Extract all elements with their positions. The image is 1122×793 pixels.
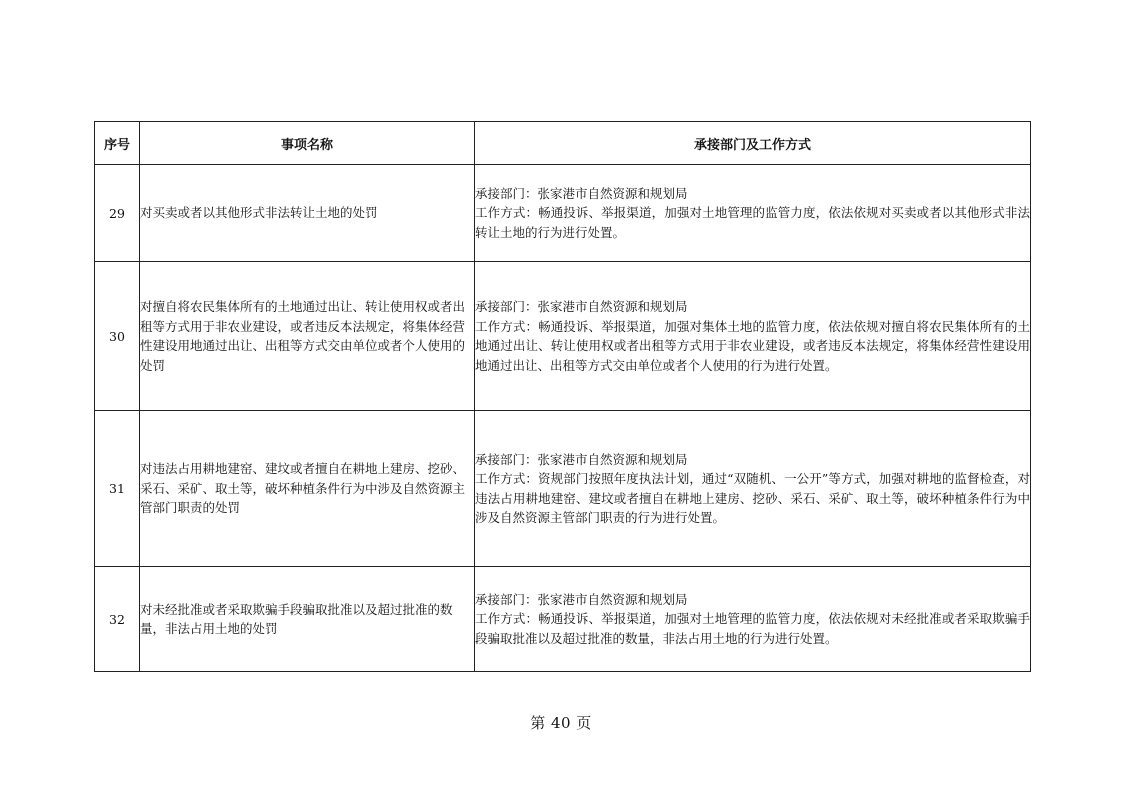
row-item-name: 对买卖或者以其他形式非法转让土地的处罚 [140,165,475,262]
row-department-method [475,411,1031,567]
row-department: 承接部门：张家港市自然资源和规划局 [475,185,688,201]
header-item-name: 事项名称 [140,122,475,165]
table-row [95,567,1031,672]
row-department-method [475,567,1031,672]
table-row [95,165,1031,262]
table-header-row [95,122,1031,165]
row-department-method [475,165,1031,262]
row-department: 承接部门：张家港市自然资源和规划局 [475,451,688,467]
row-method: 工作方式：畅通投诉、举报渠道，加强对集体土地的监管力度，依法依规对擅自将农民集体所有的土地通过出让、转让使用权或者出租等方式用于非农业建设，或者违反本法规定，将集体经营性建设用地通过出让、出租等方式交由单位或者个人使用的行为进行处置。 [475,318,1030,373]
row-department-method [475,262,1031,411]
row-seq: 31 [95,411,140,567]
header-department-method: 承接部门及工作方式 [475,122,1031,165]
row-item-name: 对未经批准或者采取欺骗手段骗取批准以及超过批准的数量，非法占用土地的处罚 [140,567,475,672]
page-number: 第 40 页 [530,714,592,732]
row-method: 工作方式：畅通投诉、举报渠道，加强对土地管理的监管力度，依法依规对未经批准或者采取欺骗手段骗取批准以及超过批准的数量，非法占用土地的行为进行处置。 [475,611,1030,646]
row-seq: 29 [95,165,140,262]
row-method: 工作方式：畅通投诉、举报渠道，加强对土地管理的监管力度，依法依规对买卖或者以其他形式非法转让土地的行为进行处置。 [475,205,1030,240]
table-row [95,411,1031,567]
row-department: 承接部门：张家港市自然资源和规划局 [475,299,688,314]
row-item-name: 对违法占用耕地建窑、建坟或者擅自在耕地上建房、挖砂、采石、采矿、取土等，破坏种植条件行为中涉及自然资源主管部门职责的处罚 [140,411,475,567]
table-row [95,262,1031,411]
row-seq: 30 [95,262,140,411]
header-seq: 序号 [95,122,140,165]
row-item-name: 对擅自将农民集体所有的土地通过出让、转让使用权或者出租等方式用于非农业建设，或者违反本法规定，将集体经营性建设用地通过出让、出租等方式交由单位或者个人使用的处罚 [140,262,475,411]
row-department: 承接部门：张家港市自然资源和规划局 [475,591,688,607]
row-seq: 32 [95,567,140,672]
row-method: 工作方式：资规部门按照年度执法计划，通过“双随机、一公开”等方式，加强对耕地的监督检查，对违法占用耕地建窑、建坟或者擅自在耕地上建房、挖砂、采石、采矿、取土等，破坏种植条件行为中涉及自然资源主管部门职责的行为进行处置。 [475,471,1030,525]
items-table [94,121,1031,672]
